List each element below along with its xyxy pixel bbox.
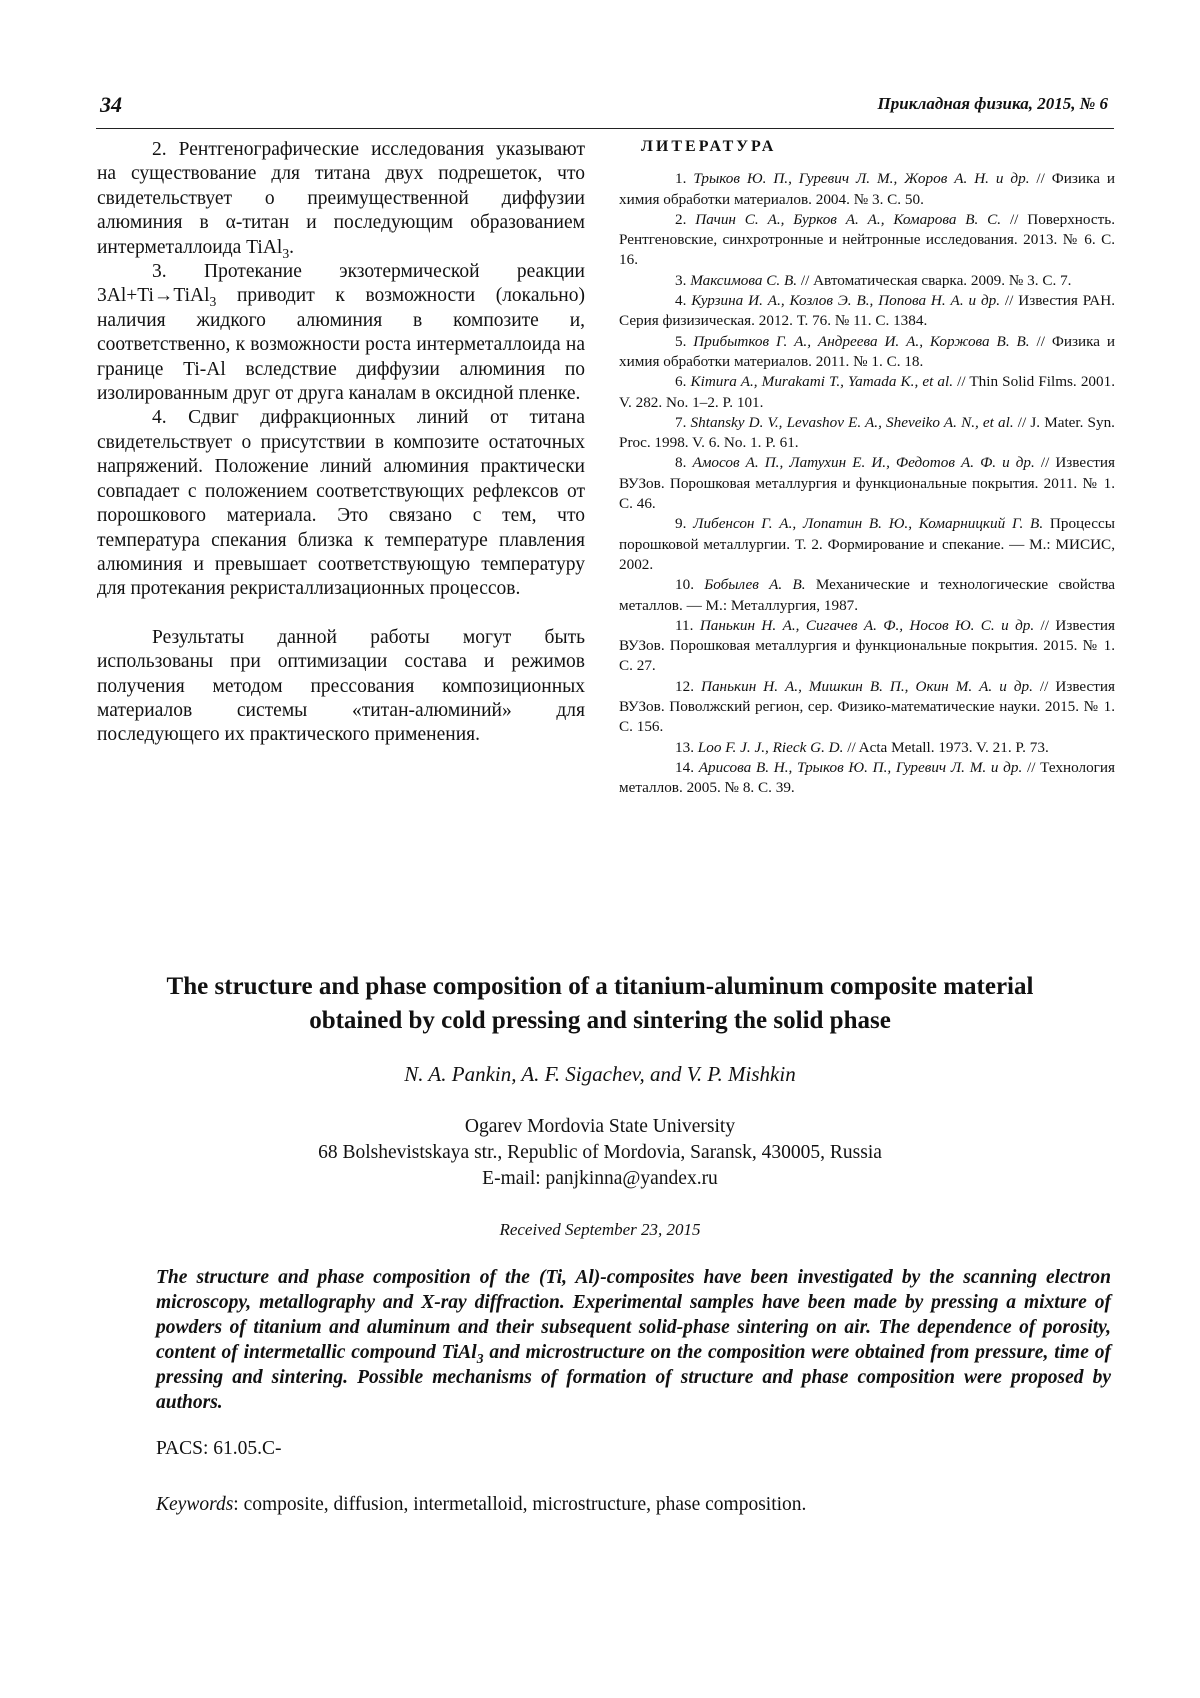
reference-item: 3. Максимова С. В. // Автоматическая сварка. 2009. № 3. С. 7. bbox=[675, 271, 1072, 289]
summary-paragraph: Результаты данной работы могут быть использованы при оптимизации состава и режимов получения методом прессования композиционных материалов системы «титан-алюминий» для последующего их практического применения. bbox=[97, 626, 585, 746]
references-column bbox=[619, 137, 1115, 799]
reference-authors: Kimura A., Murakami T., Yamada K., et al. bbox=[690, 373, 954, 391]
english-title: The structure and phase composition of a titanium-aluminum composite material obtained by cold pressing and sintering the solid phase bbox=[166, 973, 1034, 1034]
affiliation-address: 68 Bolshevistskaya str., Republic of Mordovia, Saransk, 430005, Russia bbox=[318, 1142, 882, 1163]
reference-authors: Курзина И. А., Козлов Э. В., Попова Н. А. и др. bbox=[691, 292, 1001, 310]
page-number: 34 bbox=[100, 92, 122, 117]
reference-item: 5. Прибытков Г. А., Андреева И. А., Коржова В. В. // Физика и химия обработки материалов. 2011. № 1. С. 18. bbox=[619, 332, 1115, 370]
reference-item: 8. Амосов А. П., Латухин Е. И., Федотов А. Ф. и др. // Известия ВУЗов. Порошковая металлургия и функциональные покрытия. 2011. № 1. С. 46. bbox=[619, 454, 1115, 513]
reference-authors: Loo F. J. J., Rieck G. D. bbox=[697, 738, 844, 756]
reference-authors: Панькин Н. А., Мишкин В. П., Окин М. А. и др. bbox=[701, 677, 1033, 695]
reference-item: 14. Арисова В. Н., Трыков Ю. П., Гуревич Л. М. и др. // Технология металлов. 2005. № 8. С. 39. bbox=[619, 758, 1116, 797]
reference-item: 4. Курзина И. А., Козлов Э. В., Попова Н. А. и др. // Известия РАН. Серия физизическая. 2012. Т. 76. № 11. С. 1384. bbox=[619, 292, 1115, 330]
affiliation bbox=[0, 1114, 1200, 1192]
affiliation-email: E-mail: panjkinna@yandex.ru bbox=[482, 1168, 718, 1189]
keywords-text: : composite, diffusion, intermetalloid, microstructure, phase composition. bbox=[233, 1494, 807, 1515]
reference-item: 10. Бобылев А. В. Механические и технологические свойства металлов. — М.: Металлургия, 1987. bbox=[619, 576, 1116, 614]
reference-authors: Shtansky D. V., Levashov E. A., Sheveiko A. N., et al. bbox=[690, 413, 1014, 431]
references-list bbox=[619, 169, 1115, 798]
keywords bbox=[156, 1494, 806, 1516]
reference-item: 2. Пачин С. А., Бурков А. А., Комарова В. С. // Поверхность. Рентгеновские, синхротронные и нейтронные исследования. 2013. № 6. С. 16. bbox=[619, 210, 1115, 269]
reference-item: 11. Панькин Н. А., Сигачев А. Ф., Носов Ю. С. и др. // Известия ВУЗов. Порошковая металлургия и функциональные покрытия. 2015. № 1. С. 27. bbox=[619, 616, 1116, 675]
reference-item: 9. Либенсон Г. А., Лопатин В. Ю., Комарницкий Г. В. Процессы порошковой металлургии. Т. 2. Формирование и спекание. — М.: МИСИС, 2002. bbox=[619, 515, 1115, 573]
reference-item: 7. Shtansky D. V., Levashov E. A., Sheveiko A. N., et al. // J. Mater. Syn. Proc. 1998. V. 6. No. 1. P. 61. bbox=[619, 413, 1115, 452]
journal-name: Прикладная физика, 2015, № 6 bbox=[877, 94, 1108, 113]
english-abstract: The structure and phase composition of the (Ti, Al)-composites have been investigated by the scanning electron microscopy, metallography and X-ray diffraction. Experimental samples have been made by pressing a mixture of powders of titanium and aluminum and their subsequent solid-phase sintering on air. The dependence of porosity, content of intermetallic compound TiAl$_3$ and microstructure on the composition were obtained from pressure, time of pressing and sintering. Possible mechanisms of formation of structure and phase composition were proposed by authors. bbox=[156, 1267, 1111, 1413]
reference-authors: Трыков Ю. П., Гуревич Л. М., Жоров А. Н. и др. bbox=[693, 170, 1030, 188]
page-header bbox=[96, 92, 1114, 129]
reference-authors: Максимова С. В. bbox=[690, 271, 798, 289]
reference-authors: Амосов А. П., Латухин Е. И., Федотов А. Ф. и др. bbox=[692, 454, 1035, 472]
conclusion-paragraph: 4. Сдвиг дифракционных линий от титана свидетельствует о присутствии в композите остаточных напряжений. Положение линий алюминия практически совпадает с положением соответствующих рефлексов от порошкового материала. Это связано с тем, что температура спекания близка к температуре плавления алюминия и превышает соответствующую температуру для протекания рекристаллизационных процессов. bbox=[97, 407, 585, 600]
conclusions-column bbox=[97, 138, 585, 748]
pacs-code: PACS: 61.05.C- bbox=[156, 1438, 282, 1459]
conclusion-paragraph: 2. Рентгенографические исследования указывают на существование для титана двух подрешеток, что свидетельствует о преимущественной диффузии алюминия в α-титан и последующим образованием интерметаллоида TiAl$_3$. bbox=[97, 139, 585, 261]
reference-authors: Либенсон Г. А., Лопатин В. Ю., Комарницкий Г. В. bbox=[693, 515, 1044, 533]
english-authors: N. A. Pankin, A. F. Sigachev, and V. P. Mishkin bbox=[404, 1062, 796, 1086]
affiliation-university: Ogarev Mordovia State University bbox=[464, 1116, 736, 1137]
reference-authors: Бобылев А. В. bbox=[704, 576, 806, 594]
reference-authors: Пачин С. А., Бурков А. А., Комарова В. С. bbox=[695, 210, 1002, 228]
reference-item: 6. Kimura A., Murakami T., Yamada K., et al. // Thin Solid Films. 2001. V. 282. No. 1–2. P. 101. bbox=[619, 373, 1115, 411]
keywords-label: Keywords bbox=[156, 1494, 234, 1515]
reference-item: 12. Панькин Н. А., Мишкин В. П., Окин М. А. и др. // Известия ВУЗов. Поволжский регион, сер. Физико-математические науки. 2015. № 1. С. 156. bbox=[619, 677, 1116, 736]
reference-authors: Прибытков Г. А., Андреева И. А., Коржова В. В. bbox=[693, 332, 1030, 350]
references-heading: ЛИТЕРАТУРА bbox=[641, 138, 777, 155]
reference-item: 13. Loo F. J. J., Rieck G. D. // Acta Metall. 1973. V. 21. P. 73. bbox=[675, 738, 1049, 756]
reference-authors: Арисова В. Н., Трыков Ю. П., Гуревич Л. М. и др. bbox=[698, 758, 1023, 776]
received-date: Received September 23, 2015 bbox=[499, 1220, 701, 1239]
reference-authors: Панькин Н. А., Сигачев А. Ф., Носов Ю. С. и др. bbox=[699, 616, 1035, 634]
conclusion-paragraph: 3. Протекание экзотермической реакции 3Al+Ti→TiAl$_3$ приводит к возможности (локально) наличия жидкого алюминия в композите и, соответственно, к возможности роста интерметаллоида на границе Ti-Al вследствие диффузии алюминия по изолированным друг от друга каналам в оксидной пленке. bbox=[97, 261, 585, 405]
reference-item: 1. Трыков Ю. П., Гуревич Л. М., Жоров А. Н. и др. // Физика и химия обработки материалов. 2004. № 3. С. 50. bbox=[619, 170, 1115, 208]
